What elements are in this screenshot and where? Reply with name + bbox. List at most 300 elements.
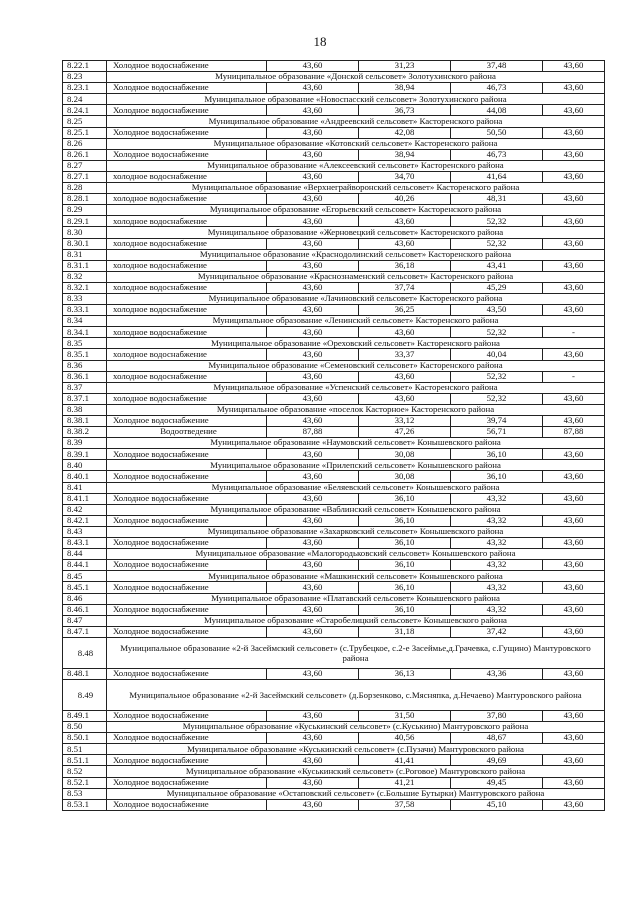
row-code: 8.23.1: [63, 83, 107, 94]
service-name: Холодное водоснабжение: [107, 626, 267, 637]
municipality-title: Муниципальное образование «Котовский сельсовет» Касторенского района: [107, 138, 605, 149]
tariff-value-3: 37,42: [451, 626, 543, 637]
row-code: 8.24.1: [63, 105, 107, 116]
section-code: 8.46: [63, 593, 107, 604]
municipality-title: Муниципальное образование «Ленинский сельсовет» Касторенского района: [107, 316, 605, 327]
section-code: 8.35: [63, 338, 107, 349]
municipality-title: Муниципальное образование «Семеновский сельсовет» Касторенского района: [107, 360, 605, 371]
municipality-title-row: [63, 183, 605, 194]
tariff-value-1: 43,60: [267, 393, 359, 404]
section-code: 8.34: [63, 316, 107, 327]
section-code: 8.32: [63, 271, 107, 282]
service-name: Холодное водоснабжение: [107, 471, 267, 482]
section-code: 8.28: [63, 183, 107, 194]
service-name: холодное водоснабжение: [107, 371, 267, 382]
municipality-title-row: [63, 460, 605, 471]
tariff-value-4: 43,60: [543, 260, 605, 271]
tariff-value-3: 37,80: [451, 710, 543, 721]
section-code: 8.39: [63, 438, 107, 449]
municipality-title: Муниципальное образование «Захарковский сельсовет» Конышевского района: [107, 526, 605, 537]
tariff-value-3: 49,69: [451, 755, 543, 766]
tariff-value-3: 37,48: [451, 61, 543, 72]
municipality-title: Муниципальное образование «2-й Засеймский сельсовет» (с.Трубецкое, с.2-е Засеймье,д.Грачевка, с.Гущино) Мантуровского района: [107, 637, 605, 668]
row-code: 8.48.1: [63, 668, 107, 679]
municipality-title-row: [63, 94, 605, 105]
section-code: 8.27: [63, 160, 107, 171]
municipality-title-row: [63, 160, 605, 171]
municipality-title-row: [63, 615, 605, 626]
tariff-value-2: 33,37: [359, 349, 451, 360]
tariff-value-2: 36,10: [359, 560, 451, 571]
row-code: 8.40.1: [63, 471, 107, 482]
tariff-value-3: 41,64: [451, 171, 543, 182]
tariff-row: [63, 668, 605, 679]
row-code: 8.36.1: [63, 371, 107, 382]
section-code: 8.53: [63, 788, 107, 799]
tariff-row: [63, 710, 605, 721]
row-code: 8.43.1: [63, 538, 107, 549]
service-name: Холодное водоснабжение: [107, 449, 267, 460]
tariff-value-1: 43,60: [267, 282, 359, 293]
tariff-row: [63, 171, 605, 182]
section-code: 8.44: [63, 549, 107, 560]
tariff-value-3: 36,10: [451, 449, 543, 460]
service-name: Холодное водоснабжение: [107, 493, 267, 504]
service-name: Холодное водоснабжение: [107, 710, 267, 721]
tariff-value-3: 50,50: [451, 127, 543, 138]
municipality-title: Муниципальное образование «Успенский сельсовет» Касторенского района: [107, 382, 605, 393]
tariff-value-1: 43,60: [267, 127, 359, 138]
tariff-value-2: 31,50: [359, 710, 451, 721]
service-name: Холодное водоснабжение: [107, 538, 267, 549]
tariff-value-4: 43,60: [543, 305, 605, 316]
row-code: 8.28.1: [63, 194, 107, 205]
tariff-value-3: 43,32: [451, 604, 543, 615]
municipality-title: Муниципальное образование «Машкинский сельсовет» Конышевского района: [107, 571, 605, 582]
tariff-value-2: 36,73: [359, 105, 451, 116]
tariff-value-1: 43,60: [267, 260, 359, 271]
tariff-value-2: 38,94: [359, 83, 451, 94]
municipality-title: Муниципальное образование «Новоспасский сельсовет» Золотухинского района: [107, 94, 605, 105]
row-code: 8.41.1: [63, 493, 107, 504]
tariff-value-1: 43,60: [267, 149, 359, 160]
section-code: 8.38: [63, 404, 107, 415]
tariff-value-4: 43,60: [543, 538, 605, 549]
tariff-value-3: 52,32: [451, 216, 543, 227]
row-code: 8.37.1: [63, 393, 107, 404]
row-code: 8.31.1: [63, 260, 107, 271]
service-name: холодное водоснабжение: [107, 238, 267, 249]
tariff-value-3: 48,67: [451, 733, 543, 744]
municipality-title: Муниципальное образование «Куськинский сельсовет» (с.Роговое) Мантуровского района: [107, 766, 605, 777]
tariff-value-4: 43,60: [543, 61, 605, 72]
tariff-value-1: 43,60: [267, 538, 359, 549]
municipality-title-row: [63, 116, 605, 127]
municipality-title: Муниципальное образование «Беляевский сельсовет» Конышевского района: [107, 482, 605, 493]
municipality-title: Муниципальное образование «Старобелицкий сельсовет» Конышевского района: [107, 615, 605, 626]
tariff-value-4: 43,60: [543, 710, 605, 721]
municipality-title: Муниципальное образование «2-й Засеймский сельсовет» (д.Борзенково, с.Мясняпка, д.Нечаево) Мантуровского района: [107, 679, 605, 710]
row-code: 8.47.1: [63, 626, 107, 637]
tariff-row: [63, 515, 605, 526]
tariff-value-4: 43,60: [543, 799, 605, 810]
section-code: 8.23: [63, 72, 107, 83]
municipality-title: Муниципальное образование «Краснознаменский сельсовет» Касторенского района: [107, 271, 605, 282]
row-code: 8.53.1: [63, 799, 107, 810]
tariff-row: [63, 427, 605, 438]
tariff-value-4: 43,60: [543, 626, 605, 637]
row-code: 8.39.1: [63, 449, 107, 460]
tariff-value-4: 43,60: [543, 83, 605, 94]
municipality-title-row: [63, 360, 605, 371]
tariff-value-2: 43,60: [359, 327, 451, 338]
tariff-value-4: 43,60: [543, 471, 605, 482]
tariff-value-1: 43,60: [267, 83, 359, 94]
tariff-row: [63, 449, 605, 460]
service-name: Холодное водоснабжение: [107, 515, 267, 526]
service-name: Холодное водоснабжение: [107, 733, 267, 744]
tariff-row: [63, 755, 605, 766]
tariff-row: [63, 282, 605, 293]
tariff-value-1: 43,60: [267, 327, 359, 338]
tariff-value-2: 37,58: [359, 799, 451, 810]
tariff-value-2: 40,56: [359, 733, 451, 744]
service-name: Холодное водоснабжение: [107, 777, 267, 788]
municipality-title: Муниципальное образование «Малогородьковский сельсовет» Конышевского района: [107, 549, 605, 560]
row-code: 8.22.1: [63, 61, 107, 72]
municipality-title: Муниципальное образование «Краснодолинский сельсовет» Касторенского района: [107, 249, 605, 260]
tariff-value-4: 43,60: [543, 668, 605, 679]
tariff-value-1: 43,60: [267, 626, 359, 637]
tariff-row: [63, 733, 605, 744]
tariff-value-3: 52,32: [451, 371, 543, 382]
row-code: 8.50.1: [63, 733, 107, 744]
tariff-value-3: 52,32: [451, 393, 543, 404]
row-code: 8.25.1: [63, 127, 107, 138]
municipality-title: Муниципальное образование «Прилепский сельсовет» Конышевского района: [107, 460, 605, 471]
section-code: 8.26: [63, 138, 107, 149]
tariff-value-4: 43,60: [543, 216, 605, 227]
section-code: 8.24: [63, 94, 107, 105]
tariff-value-2: 40,26: [359, 194, 451, 205]
service-name: холодное водоснабжение: [107, 282, 267, 293]
municipality-title-row: [63, 549, 605, 560]
tariff-row: [63, 194, 605, 205]
service-name: Холодное водоснабжение: [107, 61, 267, 72]
section-code: 8.25: [63, 116, 107, 127]
tariff-value-2: 36,13: [359, 668, 451, 679]
tariff-value-2: 43,60: [359, 371, 451, 382]
tariff-value-3: 49,45: [451, 777, 543, 788]
municipality-title: Муниципальное образование «Андреевский сельсовет» Касторенского района: [107, 116, 605, 127]
municipality-title-row: [63, 438, 605, 449]
tariff-value-1: 43,60: [267, 493, 359, 504]
tariff-value-4: -: [543, 327, 605, 338]
municipality-title: Муниципальное образование «Жерновецкий сельсовет» Касторенского района: [107, 227, 605, 238]
tariff-table: [62, 60, 605, 811]
tariff-value-3: 40,04: [451, 349, 543, 360]
tariff-value-4: 43,60: [543, 393, 605, 404]
row-code: 8.38.2: [63, 427, 107, 438]
tariff-value-2: 31,18: [359, 626, 451, 637]
service-name: Холодное водоснабжение: [107, 127, 267, 138]
tariff-value-1: 43,60: [267, 799, 359, 810]
tariff-value-1: 43,60: [267, 105, 359, 116]
section-code: 8.45: [63, 571, 107, 582]
row-code: 8.29.1: [63, 216, 107, 227]
section-code: 8.41: [63, 482, 107, 493]
tariff-value-4: 43,60: [543, 582, 605, 593]
municipality-title-row: [63, 271, 605, 282]
tariff-row: [63, 238, 605, 249]
tariff-value-2: 43,60: [359, 216, 451, 227]
row-code: 8.32.1: [63, 282, 107, 293]
tariff-row: [63, 777, 605, 788]
tariff-value-4: 43,60: [543, 149, 605, 160]
tariff-value-3: 43,32: [451, 493, 543, 504]
tariff-value-1: 43,60: [267, 371, 359, 382]
tariff-value-3: 48,31: [451, 194, 543, 205]
service-name: Холодное водоснабжение: [107, 416, 267, 427]
tariff-value-2: 43,60: [359, 393, 451, 404]
service-name: холодное водоснабжение: [107, 216, 267, 227]
municipality-title-row: [63, 72, 605, 83]
tariff-value-2: 30,08: [359, 449, 451, 460]
row-code: 8.33.1: [63, 305, 107, 316]
tariff-row: [63, 349, 605, 360]
tariff-value-2: 30,08: [359, 471, 451, 482]
row-code: 8.26.1: [63, 149, 107, 160]
municipality-title-row: [63, 482, 605, 493]
tariff-value-2: 37,74: [359, 282, 451, 293]
service-name: Водоотведение: [107, 427, 267, 438]
tariff-value-2: 47,26: [359, 427, 451, 438]
service-name: Холодное водоснабжение: [107, 560, 267, 571]
tariff-value-3: 43,50: [451, 305, 543, 316]
tariff-value-2: 36,10: [359, 538, 451, 549]
municipality-title-row: [63, 637, 605, 668]
tariff-value-2: 41,41: [359, 755, 451, 766]
municipality-title-row: [63, 382, 605, 393]
section-code: 8.47: [63, 615, 107, 626]
tariff-value-1: 43,60: [267, 668, 359, 679]
section-code: 8.40: [63, 460, 107, 471]
tariff-row: [63, 83, 605, 94]
service-name: холодное водоснабжение: [107, 327, 267, 338]
row-code: 8.51.1: [63, 755, 107, 766]
tariff-value-4: -: [543, 371, 605, 382]
tariff-value-3: 43,36: [451, 668, 543, 679]
municipality-title-row: [63, 504, 605, 515]
municipality-title-row: [63, 138, 605, 149]
tariff-value-1: 43,60: [267, 305, 359, 316]
municipality-title: Муниципальное образование «Наумовский сельсовет» Конышевского района: [107, 438, 605, 449]
tariff-value-4: 43,60: [543, 238, 605, 249]
tariff-row: [63, 371, 605, 382]
municipality-title-row: [63, 249, 605, 260]
tariff-value-4: 43,60: [543, 282, 605, 293]
tariff-value-4: 43,60: [543, 171, 605, 182]
tariff-value-4: 43,60: [543, 493, 605, 504]
service-name: Холодное водоснабжение: [107, 582, 267, 593]
tariff-value-2: 38,94: [359, 149, 451, 160]
tariff-value-2: 36,10: [359, 604, 451, 615]
tariff-value-1: 43,60: [267, 194, 359, 205]
row-code: 8.44.1: [63, 560, 107, 571]
service-name: Холодное водоснабжение: [107, 668, 267, 679]
tariff-value-1: 43,60: [267, 471, 359, 482]
municipality-title-row: [63, 338, 605, 349]
municipality-title: Муниципальное образование «поселок Касторное» Касторенского района: [107, 404, 605, 415]
section-code: 8.36: [63, 360, 107, 371]
tariff-row: [63, 393, 605, 404]
tariff-value-3: 45,10: [451, 799, 543, 810]
tariff-value-1: 43,60: [267, 582, 359, 593]
tariff-value-4: 43,60: [543, 449, 605, 460]
tariff-value-4: 43,60: [543, 127, 605, 138]
section-code: 8.30: [63, 227, 107, 238]
section-code: 8.43: [63, 526, 107, 537]
service-name: холодное водоснабжение: [107, 260, 267, 271]
municipality-title: Муниципальное образование «Платавский сельсовет» Конышевского района: [107, 593, 605, 604]
service-name: Холодное водоснабжение: [107, 799, 267, 810]
tariff-value-4: 43,60: [543, 560, 605, 571]
tariff-value-4: 43,60: [543, 777, 605, 788]
tariff-value-2: 42,08: [359, 127, 451, 138]
page-number: 18: [313, 34, 327, 49]
tariff-row: [63, 471, 605, 482]
tariff-row: [63, 582, 605, 593]
tariff-value-3: 46,73: [451, 149, 543, 160]
tariff-value-1: 43,60: [267, 416, 359, 427]
section-code: 8.52: [63, 766, 107, 777]
section-code: 8.51: [63, 744, 107, 755]
service-name: холодное водоснабжение: [107, 393, 267, 404]
service-name: Холодное водоснабжение: [107, 149, 267, 160]
service-name: Холодное водоснабжение: [107, 83, 267, 94]
tariff-value-2: 36,10: [359, 515, 451, 526]
row-code: 8.42.1: [63, 515, 107, 526]
tariff-value-1: 87,88: [267, 427, 359, 438]
tariff-value-3: 43,32: [451, 560, 543, 571]
municipality-title: Муниципальное образование «Донской сельсовет» Золотухинского района: [107, 72, 605, 83]
tariff-value-3: 43,32: [451, 538, 543, 549]
municipality-title-row: [63, 526, 605, 537]
municipality-title-row: [63, 788, 605, 799]
municipality-title: Муниципальное образование «Егорьевский сельсовет» Касторенского района: [107, 205, 605, 216]
municipality-title-row: [63, 571, 605, 582]
section-code: 8.49: [63, 679, 107, 710]
tariff-value-3: 44,08: [451, 105, 543, 116]
municipality-title: Муниципальное образование «Верхнеграйворонский сельсовет» Касторенского района: [107, 183, 605, 194]
tariff-value-2: 31,23: [359, 61, 451, 72]
section-code: 8.31: [63, 249, 107, 260]
tariff-row: [63, 604, 605, 615]
tariff-value-3: 43,32: [451, 582, 543, 593]
service-name: холодное водоснабжение: [107, 171, 267, 182]
tariff-row: [63, 260, 605, 271]
tariff-value-2: 34,70: [359, 171, 451, 182]
tariff-row: [63, 305, 605, 316]
tariff-value-3: 36,10: [451, 471, 543, 482]
row-code: 8.52.1: [63, 777, 107, 788]
tariff-value-4: 43,60: [543, 416, 605, 427]
tariff-row: [63, 327, 605, 338]
service-name: холодное водоснабжение: [107, 305, 267, 316]
tariff-value-3: 56,71: [451, 427, 543, 438]
tariff-value-2: 36,25: [359, 305, 451, 316]
municipality-title: Муниципальное образование «Куськинский сельсовет» (с.Куськино) Мантуровского района: [107, 722, 605, 733]
tariff-row: [63, 626, 605, 637]
tariff-value-2: 33,12: [359, 416, 451, 427]
tariff-row: [63, 61, 605, 72]
tariff-value-2: 36,18: [359, 260, 451, 271]
tariff-value-3: 43,32: [451, 515, 543, 526]
municipality-title: Муниципальное образование «Ореховский сельсовет» Касторенского района: [107, 338, 605, 349]
tariff-value-1: 43,60: [267, 777, 359, 788]
tariff-value-3: 52,32: [451, 327, 543, 338]
tariff-value-1: 43,60: [267, 349, 359, 360]
row-code: 8.30.1: [63, 238, 107, 249]
tariff-row: [63, 799, 605, 810]
tariff-value-4: 43,60: [543, 733, 605, 744]
municipality-title: Муниципальное образование «Ваблинский сельсовет» Конышевского района: [107, 504, 605, 515]
municipality-title: Муниципальное образование «Лачиновский сельсовет» Касторенского района: [107, 293, 605, 304]
tariff-row: [63, 493, 605, 504]
tariff-value-3: 43,41: [451, 260, 543, 271]
tariff-row: [63, 538, 605, 549]
municipality-title-row: [63, 293, 605, 304]
tariff-value-4: 43,60: [543, 105, 605, 116]
section-code: 8.42: [63, 504, 107, 515]
tariff-value-4: 87,88: [543, 427, 605, 438]
tariff-value-1: 43,60: [267, 238, 359, 249]
tariff-value-1: 43,60: [267, 710, 359, 721]
tariff-value-2: 41,21: [359, 777, 451, 788]
service-name: Холодное водоснабжение: [107, 755, 267, 766]
service-name: холодное водоснабжение: [107, 194, 267, 205]
tariff-row: [63, 416, 605, 427]
service-name: Холодное водоснабжение: [107, 604, 267, 615]
section-code: 8.48: [63, 637, 107, 668]
tariff-value-2: 43,60: [359, 238, 451, 249]
row-code: 8.35.1: [63, 349, 107, 360]
section-code: 8.50: [63, 722, 107, 733]
tariff-table-body: [63, 61, 605, 811]
tariff-row: [63, 127, 605, 138]
tariff-value-4: 43,60: [543, 755, 605, 766]
row-code: 8.46.1: [63, 604, 107, 615]
row-code: 8.49.1: [63, 710, 107, 721]
tariff-value-4: 43,60: [543, 515, 605, 526]
tariff-value-1: 43,60: [267, 216, 359, 227]
tariff-value-1: 43,60: [267, 61, 359, 72]
service-name: холодное водоснабжение: [107, 349, 267, 360]
tariff-value-1: 43,60: [267, 560, 359, 571]
row-code: 8.38.1: [63, 416, 107, 427]
municipality-title-row: [63, 205, 605, 216]
tariff-value-3: 39,74: [451, 416, 543, 427]
municipality-title-row: [63, 679, 605, 710]
tariff-value-3: 46,73: [451, 83, 543, 94]
tariff-value-3: 45,29: [451, 282, 543, 293]
tariff-value-1: 43,60: [267, 755, 359, 766]
tariff-value-3: 52,32: [451, 238, 543, 249]
tariff-value-1: 43,60: [267, 515, 359, 526]
tariff-row: [63, 105, 605, 116]
municipality-title-row: [63, 227, 605, 238]
municipality-title: Муниципальное образование «Остаповский сельсовет» (с.Большие Бутырки) Мантуровского района: [107, 788, 605, 799]
